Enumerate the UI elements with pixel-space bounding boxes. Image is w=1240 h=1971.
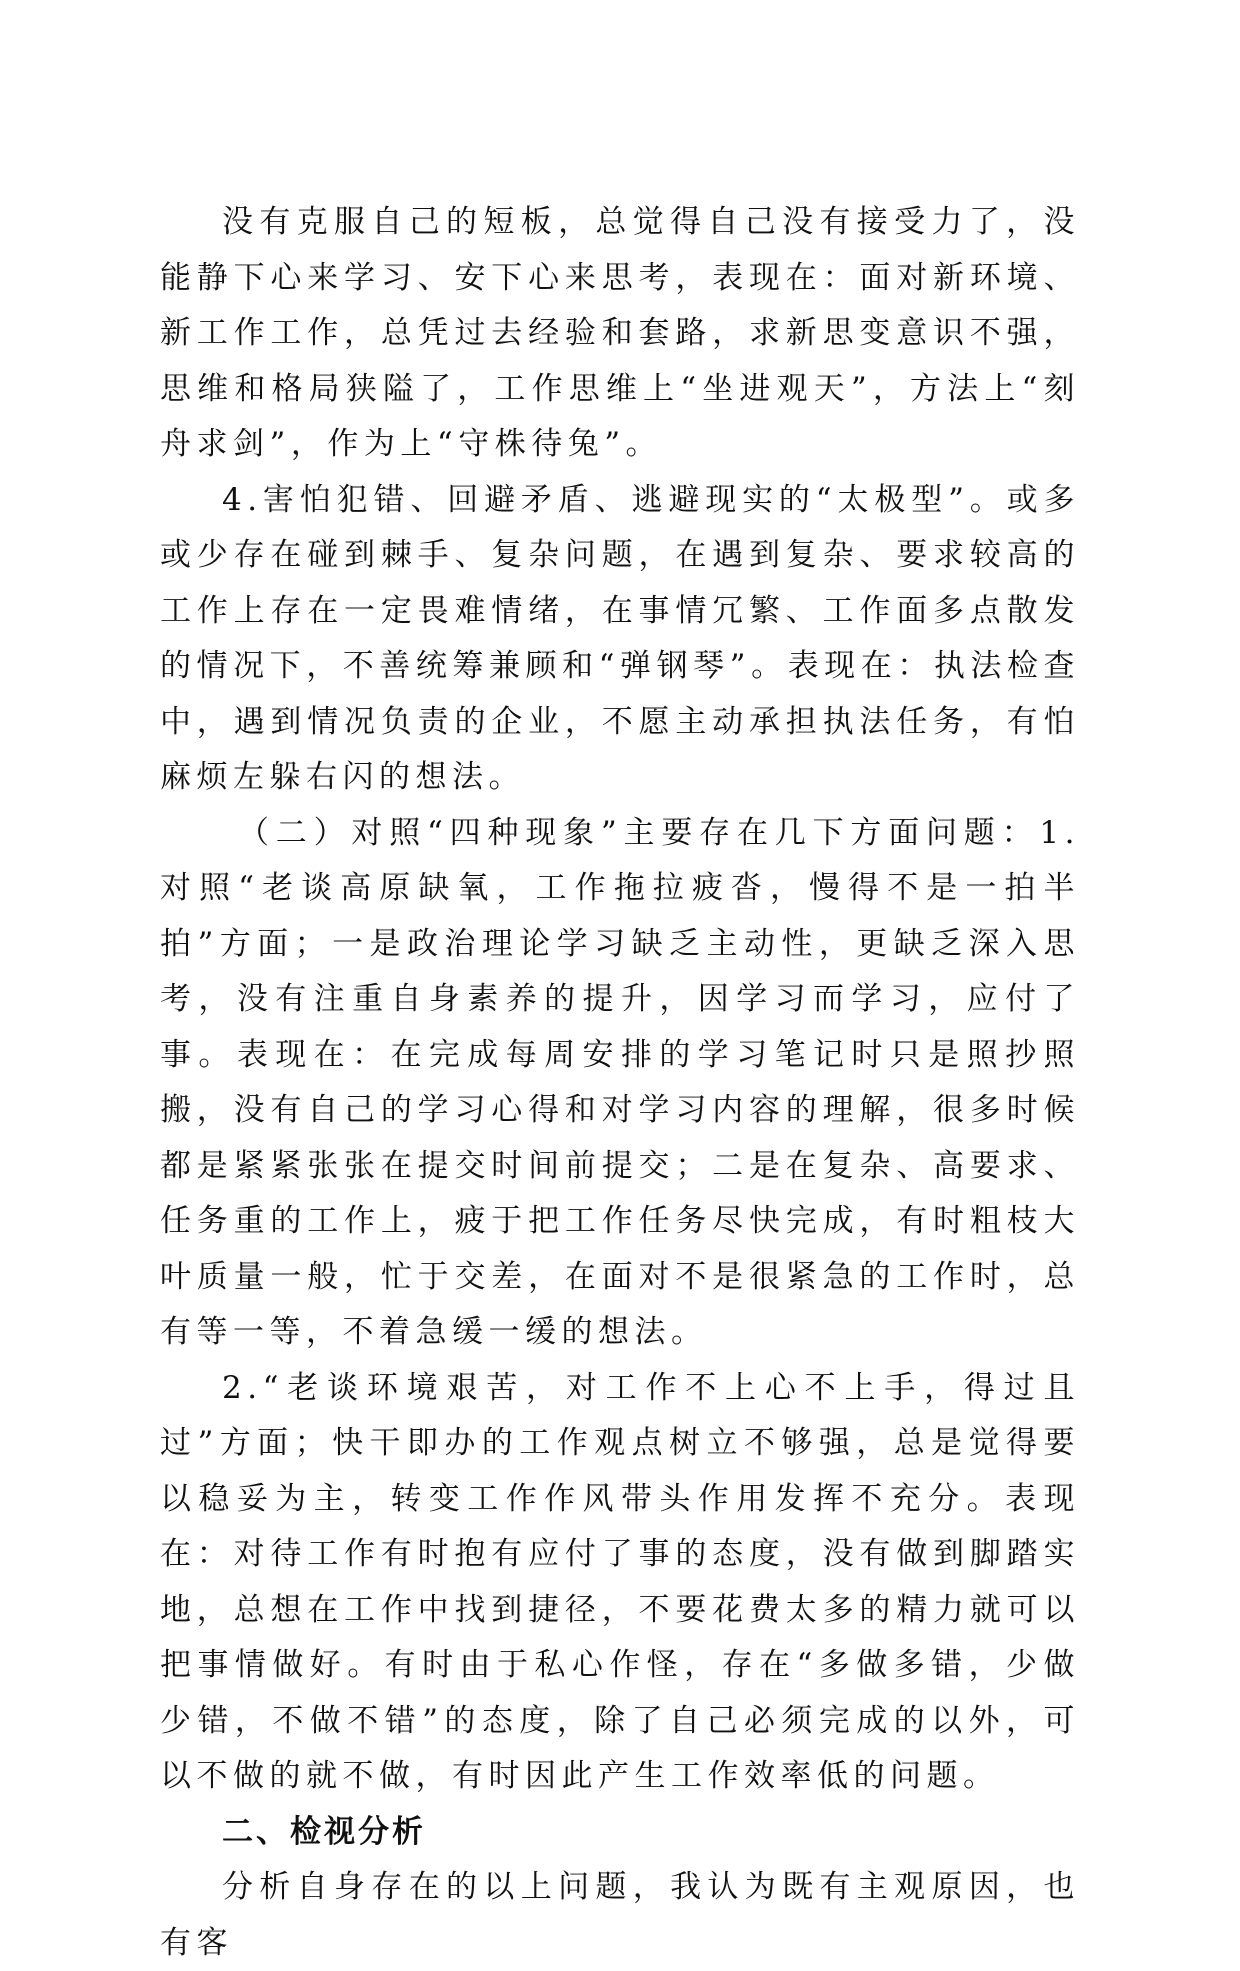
section-heading: 二、检视分析 [222,1813,426,1850]
document-body [160,195,1080,1971]
paragraph-item-4: 4.害怕犯错、回避矛盾、逃避现实的“太极型”。或多或少存在碰到棘手、复杂问题，在遇到复杂、要求较高的工作上存在一定畏难情绪，在事情冗繁、工作面多点散发的情况下，不善统筹兼顾和“弹钢琴”。表现在：执法检查中，遇到情况负责的企业，不愿主动承担执法任务，有怕麻烦左躲右闪的想法。 [160,481,1080,795]
paragraph-item-2: 2.“老谈环境艰苦，对工作不上心不上手，得过且过”方面；快干即办的工作观点树立不够强，总是觉得要以稳妥为主，转变工作作风带头作用发挥不充分。表现在：对待工作有时抱有应付了事的态度，没有做到脚踏实地，总想在工作中找到捷径，不要花费太多的精力就可以把事情做好。有时由于私心作怪，存在“多做多错，少做少错，不做不错”的态度，除了自己必须完成的以外，可以不做的就不做，有时因此产生工作效率低的问题。 [160,1369,1080,1794]
paragraph-continuation: 没有克服自己的短板，总觉得自己没有接受力了，没能静下心来学习、安下心来思考，表现在：面对新环境、新工作工作，总凭过去经验和套路，求新思变意识不强，思维和格局狭隘了，工作思维上“坐进观天”，方法上“刻舟求剑”，作为上“守株待兔”。 [160,204,1080,462]
paragraph-four-phenomena: （二）对照“四种现象”主要存在几下方面问题：1.对照“老谈高原缺氧，工作拖拉疲沓，慢得不是一拍半拍”方面；一是政治理论学习缺乏主动性，更缺乏深入思考，没有注重自身素养的提升，因学习而学习，应付了事。表现在：在完成每周安排的学习笔记时只是照抄照搬，没有自己的学习心得和对学习内容的理解，很多时候都是紧紧张张在提交时间前提交；二是在复杂、高要求、任务重的工作上，疲于把工作任务尽快完成，有时粗枝大叶质量一般，忙于交差，在面对不是很紧急的工作时，总有等一等，不着急缓一缓的想法。 [160,814,1080,1350]
paragraph-analysis: 分析自身存在的以上问题，我认为既有主观原因，也有客 [160,1869,1080,1961]
